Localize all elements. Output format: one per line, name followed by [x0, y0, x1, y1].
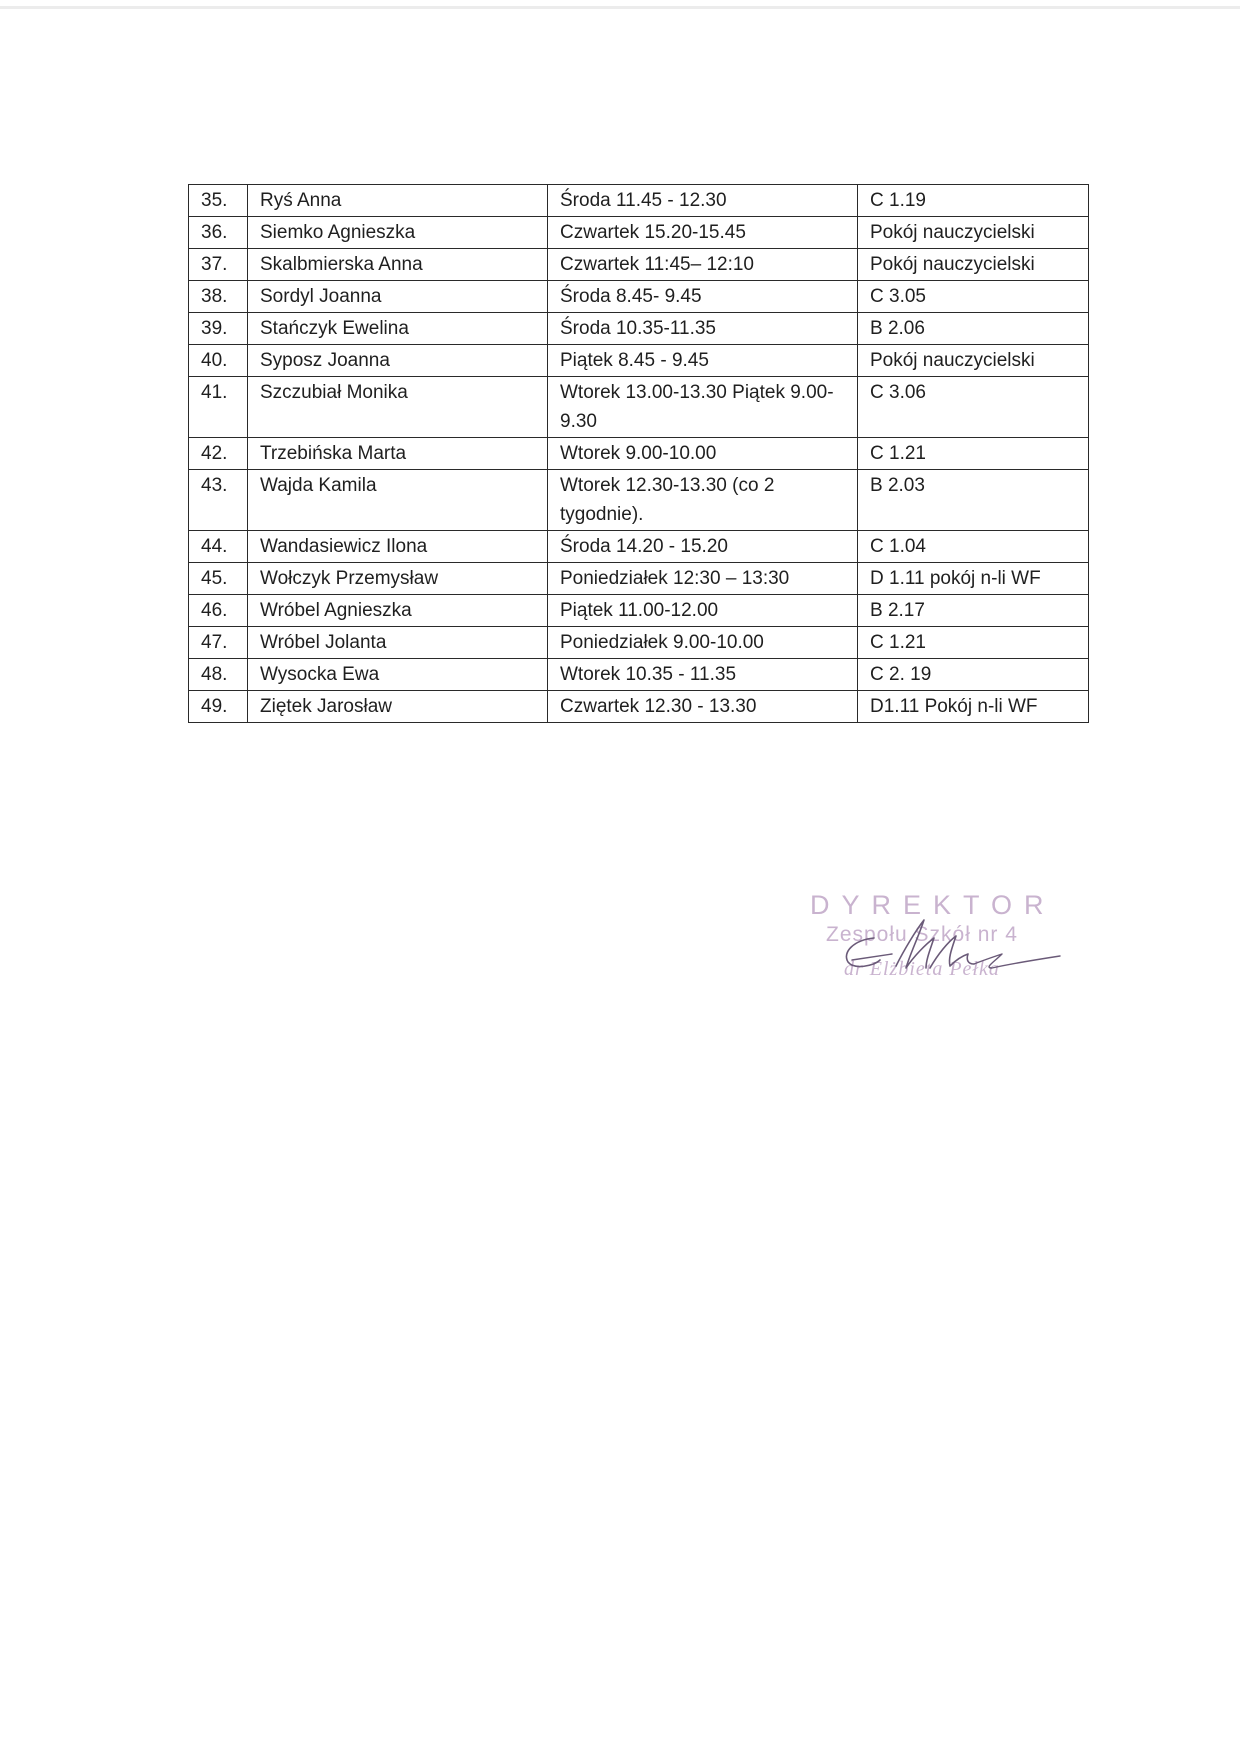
row-number: 46. [189, 595, 248, 627]
teacher-name: Wandasiewicz Ilona [248, 531, 548, 563]
table-row [189, 470, 1089, 531]
room: C 1.04 [858, 531, 1089, 563]
row-number: 35. [189, 185, 248, 217]
consultation-time: Czwartek 11:45– 12:10 [548, 249, 858, 281]
stamp-person: dr Elżbieta Pełka [844, 958, 1000, 980]
table-row [189, 438, 1089, 470]
table-row [189, 563, 1089, 595]
row-number: 49. [189, 691, 248, 723]
teacher-name: Ziętek Jarosław [248, 691, 548, 723]
teacher-name: Skalbmierska Anna [248, 249, 548, 281]
teacher-name: Sordyl Joanna [248, 281, 548, 313]
teacher-name: Wysocka Ewa [248, 659, 548, 691]
consultation-time: Wtorek 13.00-13.30 Piątek 9.00-9.30 [548, 377, 858, 438]
consultation-schedule-table [188, 184, 1089, 723]
row-number: 47. [189, 627, 248, 659]
teacher-name: Syposz Joanna [248, 345, 548, 377]
room: C 2. 19 [858, 659, 1089, 691]
room: Pokój nauczycielski [858, 345, 1089, 377]
room: Pokój nauczycielski [858, 249, 1089, 281]
row-number: 45. [189, 563, 248, 595]
table-row [189, 185, 1089, 217]
room: C 1.21 [858, 627, 1089, 659]
page-top-edge [0, 6, 1240, 9]
stamp-institution: Zespołu Szkół nr 4 [826, 923, 1018, 946]
consultation-time: Piątek 11.00-12.00 [548, 595, 858, 627]
consultation-time: Piątek 8.45 - 9.45 [548, 345, 858, 377]
row-number: 37. [189, 249, 248, 281]
teacher-name: Wróbel Agnieszka [248, 595, 548, 627]
consultation-time: Środa 11.45 - 12.30 [548, 185, 858, 217]
stamp-title: DYREKTOR [810, 890, 1056, 920]
director-stamp [810, 890, 1060, 1000]
room: C 1.21 [858, 438, 1089, 470]
consultation-time: Wtorek 10.35 - 11.35 [548, 659, 858, 691]
row-number: 40. [189, 345, 248, 377]
row-number: 44. [189, 531, 248, 563]
consultation-time: Środa 14.20 - 15.20 [548, 531, 858, 563]
room: C 3.06 [858, 377, 1089, 438]
table-row [189, 595, 1089, 627]
teacher-name: Szczubiał Monika [248, 377, 548, 438]
room: D 1.11 pokój n-li WF [858, 563, 1089, 595]
consultation-time: Poniedziałek 12:30 – 13:30 [548, 563, 858, 595]
teacher-name: Ryś Anna [248, 185, 548, 217]
teacher-name: Siemko Agnieszka [248, 217, 548, 249]
teacher-name: Trzebińska Marta [248, 438, 548, 470]
consultation-time: Czwartek 15.20-15.45 [548, 217, 858, 249]
table-row [189, 281, 1089, 313]
consultation-time: Środa 8.45- 9.45 [548, 281, 858, 313]
consultation-time: Poniedziałek 9.00-10.00 [548, 627, 858, 659]
room: B 2.03 [858, 470, 1089, 531]
row-number: 42. [189, 438, 248, 470]
table-row [189, 313, 1089, 345]
row-number: 38. [189, 281, 248, 313]
room: B 2.17 [858, 595, 1089, 627]
consultation-time: Wtorek 12.30-13.30 (co 2 tygodnie). [548, 470, 858, 531]
row-number: 41. [189, 377, 248, 438]
table-row [189, 691, 1089, 723]
table-row [189, 627, 1089, 659]
teacher-name: Wołczyk Przemysław [248, 563, 548, 595]
table-row [189, 659, 1089, 691]
teacher-name: Stańczyk Ewelina [248, 313, 548, 345]
room: D1.11 Pokój n-li WF [858, 691, 1089, 723]
table-row [189, 377, 1089, 438]
row-number: 36. [189, 217, 248, 249]
table-row [189, 345, 1089, 377]
consultation-time: Wtorek 9.00-10.00 [548, 438, 858, 470]
teacher-name: Wajda Kamila [248, 470, 548, 531]
table-row [189, 531, 1089, 563]
room: C 3.05 [858, 281, 1089, 313]
table-row [189, 249, 1089, 281]
consultation-time: Czwartek 12.30 - 13.30 [548, 691, 858, 723]
room: Pokój nauczycielski [858, 217, 1089, 249]
handwritten-signature [834, 910, 1064, 990]
row-number: 43. [189, 470, 248, 531]
consultation-time: Środa 10.35-11.35 [548, 313, 858, 345]
row-number: 48. [189, 659, 248, 691]
row-number: 39. [189, 313, 248, 345]
schedule-table-body [189, 185, 1089, 723]
room: B 2.06 [858, 313, 1089, 345]
table-row [189, 217, 1089, 249]
room: C 1.19 [858, 185, 1089, 217]
teacher-name: Wróbel Jolanta [248, 627, 548, 659]
